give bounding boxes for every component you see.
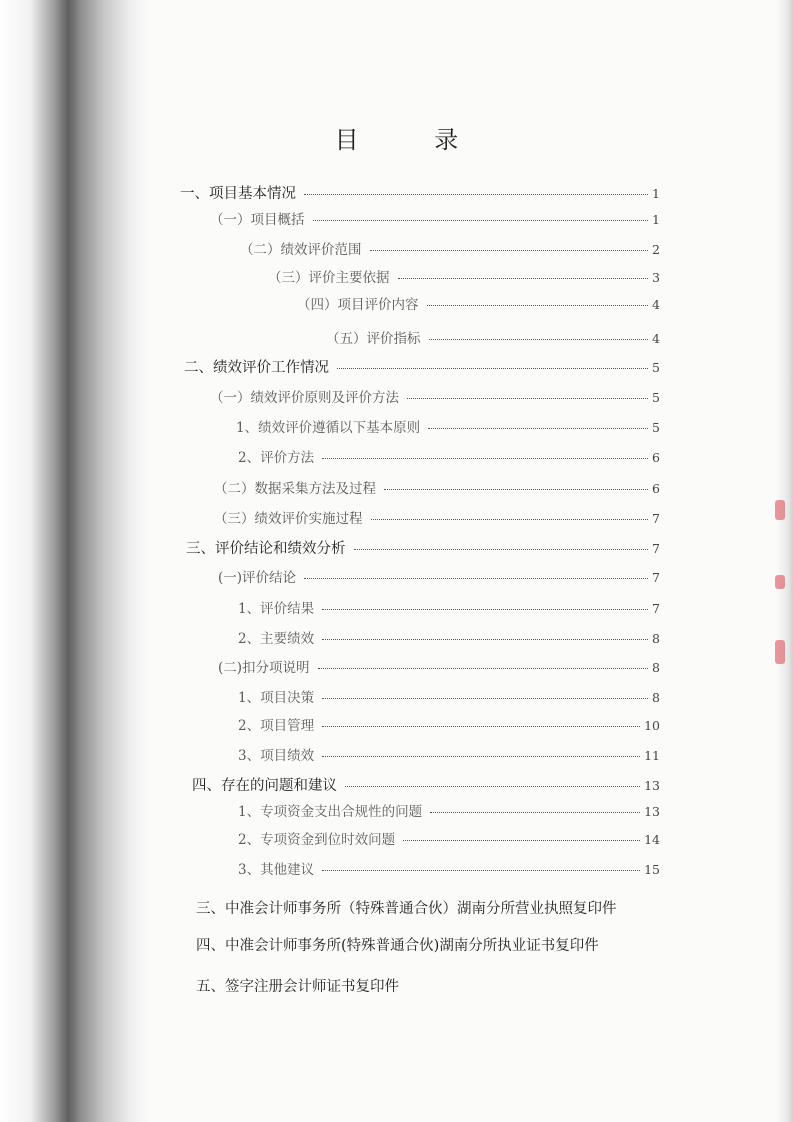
dot-leader [407,398,648,399]
dot-leader [371,519,649,520]
toc-entry-label: 2、主要绩效 [238,631,315,647]
toc-entry-page-number: 8 [652,631,660,646]
toc-entry-label: （二）绩效评价范围 [240,242,362,258]
toc-entry-page-number: 5 [652,390,660,405]
toc-entry [238,686,660,706]
toc-entry-page-number: 15 [644,862,660,877]
toc-entry [326,327,660,347]
dot-leader [322,609,648,610]
dot-leader [430,812,640,813]
toc-entry [218,566,660,586]
toc-entry [218,656,660,676]
toc-entry [214,477,660,497]
toc-entry-page-number: 13 [644,778,660,793]
toc-entry-page-number: 13 [644,804,660,819]
toc-entry-label: （三）绩效评价实施过程 [214,511,363,527]
toc-entry-page-number: 5 [652,420,660,435]
toc-entry-label: （二）数据采集方法及过程 [214,481,376,497]
toc-entry-page-number: 7 [652,541,660,556]
toc-entry-label: （三）评价主要依据 [268,270,390,286]
toc-entry-label: 2、评价方法 [238,450,315,466]
toc-entry-page-number: 1 [652,212,660,227]
toc-entry [210,386,660,406]
toc-entry-page-number: 4 [652,331,660,346]
toc-entry-label: 1、评价结果 [238,601,315,617]
toc-entry-page-number: 5 [652,360,660,375]
dot-leader [427,305,649,306]
toc-entry-label: （五）评价指标 [326,331,421,347]
dot-leader [304,194,648,195]
toc-entry-label: 3、其他建议 [238,862,315,878]
toc-entry [240,238,660,258]
dot-leader [403,840,640,841]
dot-leader [322,870,640,871]
dot-leader [322,698,648,699]
appendix-item: 四、中准会计师事务所(特殊普通合伙)湖南分所执业证书复印件 [196,938,599,954]
toc-entry [184,356,660,376]
toc-entry-label: (一)评价结论 [218,570,297,586]
appendix-item: 五、签字注册会计师证书复印件 [196,979,399,995]
dot-leader [304,578,648,579]
toc-entry [214,507,660,527]
dot-leader [322,726,640,727]
toc-entry-label: 2、专项资金到位时效问题 [238,832,396,848]
dot-leader [318,668,649,669]
toc-entry-page-number: 3 [652,270,660,285]
toc-entry [238,744,660,764]
dot-leader [345,786,640,787]
dot-leader [398,278,649,279]
toc-entry-label: 三、评价结论和绩效分析 [186,541,346,557]
dot-leader [313,220,649,221]
toc-entry [210,208,660,228]
dot-leader [429,339,649,340]
toc-entry [238,627,660,647]
toc-entry-label: 2、项目管理 [238,718,315,734]
page-title: 目 录 [334,126,493,154]
appendix-item: 三、中准会计师事务所（特殊普通合伙）湖南分所营业执照复印件 [196,901,617,917]
dot-leader [384,489,648,490]
dot-leader [337,368,648,369]
toc-entry-label: （四）项目评价内容 [297,297,419,313]
toc-entry-page-number: 11 [644,748,660,763]
toc-entry [268,266,660,286]
dot-leader [354,549,649,550]
toc-entry [192,774,660,794]
toc-entry-page-number: 14 [644,832,660,847]
toc-entry-label: 1、专项资金支出合规性的问题 [238,804,423,820]
toc-entry-page-number: 10 [644,718,660,733]
toc-entry-page-number: 1 [652,186,660,201]
toc-entry-page-number: 6 [652,450,660,465]
toc-entry [238,828,660,848]
toc-entry-label: 一、项目基本情况 [180,186,296,202]
toc-entry-page-number: 4 [652,297,660,312]
toc-entry-page-number: 7 [652,570,660,585]
dot-leader [322,639,648,640]
dot-leader [370,250,649,251]
toc-entry-label: （一）绩效评价原则及评价方法 [210,390,399,406]
toc-entry [236,416,660,436]
toc-entry-page-number: 8 [652,690,660,705]
toc-entry-label: 二、绩效评价工作情况 [184,360,329,376]
toc-entry-page-number: 8 [652,660,660,675]
toc-entry [238,597,660,617]
dot-leader [428,428,648,429]
toc-entry-page-number: 6 [652,481,660,496]
toc-entry-label: 3、项目绩效 [238,748,315,764]
toc-entry [186,537,660,557]
toc-entry-page-number: 2 [652,242,660,257]
toc-entry [238,714,660,734]
toc-entry-label: （一）项目概括 [210,212,305,228]
toc-entry [238,858,660,878]
toc-entry-label: 1、绩效评价遵循以下基本原则 [236,420,421,436]
toc-entry [180,182,660,202]
dot-leader [322,458,648,459]
dot-leader [322,756,640,757]
toc-entry-label: (二)扣分项说明 [218,660,310,676]
toc-entry-page-number: 7 [652,601,660,616]
toc-entry-page-number: 7 [652,511,660,526]
toc-entry [238,446,660,466]
toc-entry-label: 1、项目决策 [238,690,315,706]
toc-entry-label: 四、存在的问题和建议 [192,778,337,794]
toc-entry [297,293,660,313]
toc-entry [238,800,660,820]
